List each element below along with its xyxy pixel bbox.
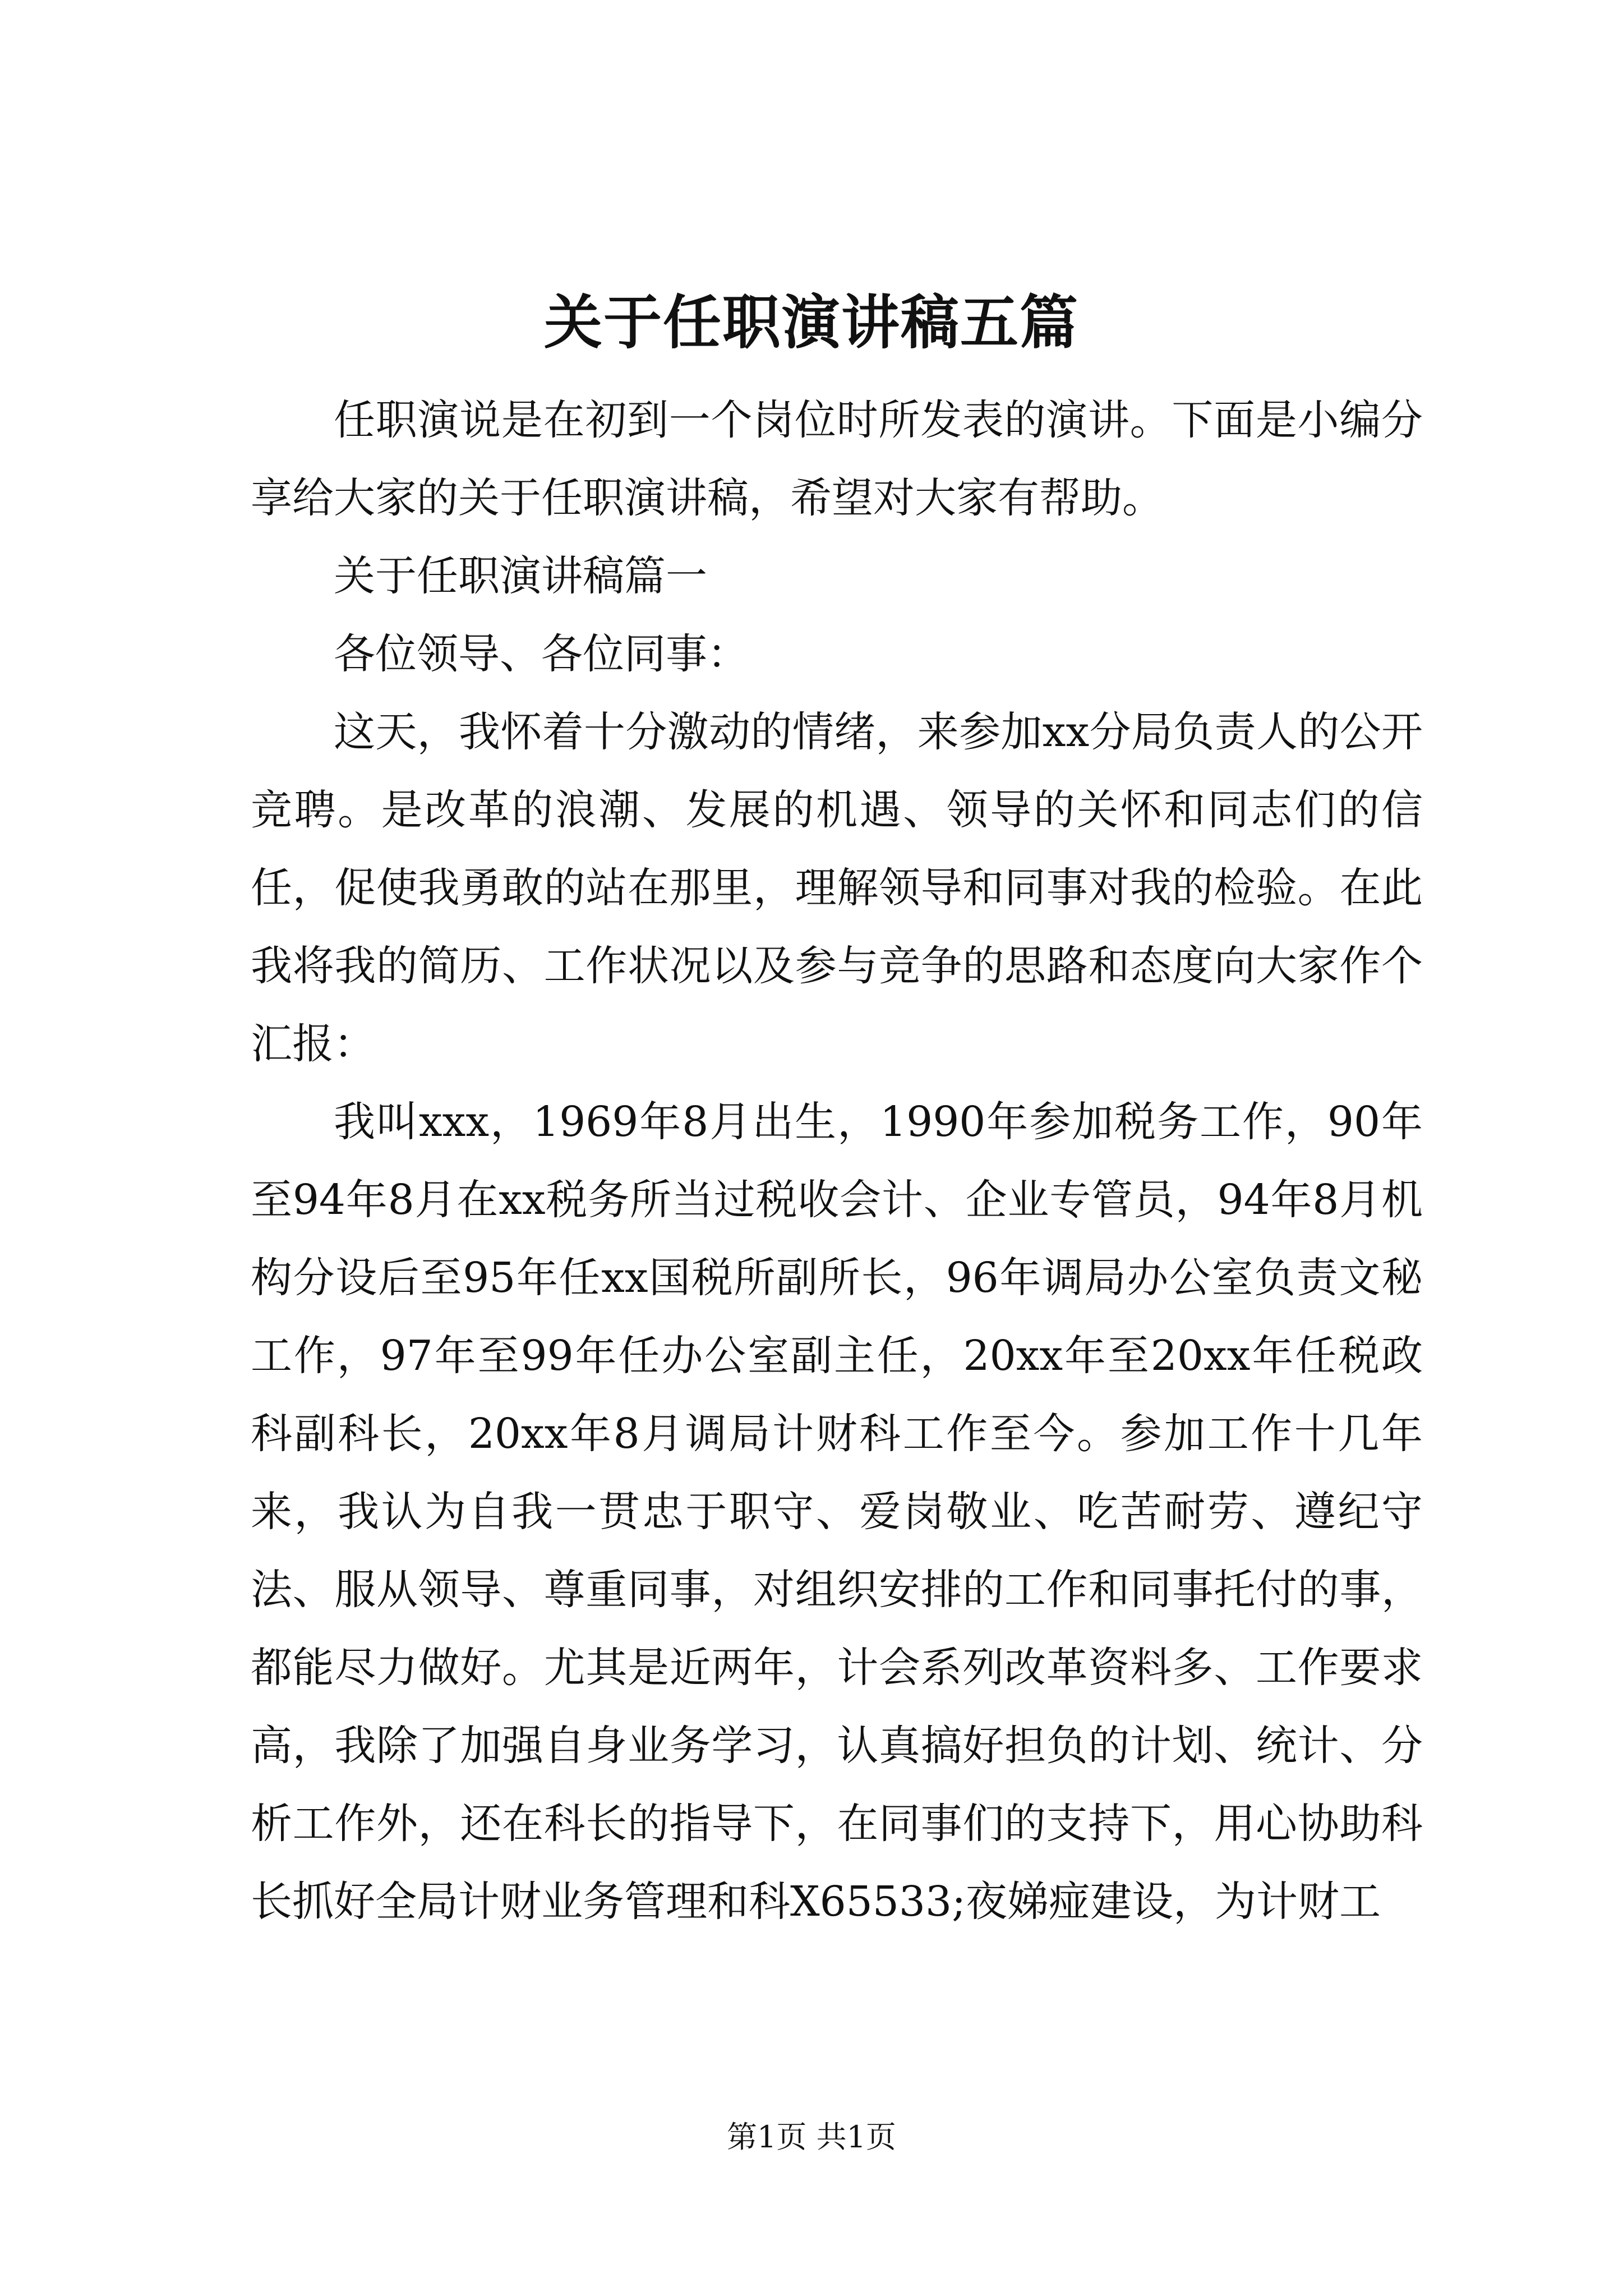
page-footer: 第1页 共1页 <box>727 2119 896 2155</box>
body-paragraph: 这天，我怀着十分激动的情绪，来参加xx分局负责人的公开竞聘。是改革的浪潮、发展的机遇、领导的关怀和同志们的信任，促使我勇敢的站在那里，理解领导和同事对我的检验。在此我将我的简历、工作状况以及参与竞争的思路和态度向大家作个汇报： <box>251 708 1423 1068</box>
document-body <box>251 381 1423 1941</box>
salutation: 各位领导、各位同事： <box>334 630 749 678</box>
body-paragraph: 我叫xxx，1969年8月出生，1990年参加税务工作，90年至94年8月在xx税务所当过税收会计、企业专管员，94年8月机构分设后至95年任xx国税所副所长，96年调局办公室负责文秘工作，97年至99年任办公室副主任，20xx年至20xx年任税政科副科长，20xx年8月调局计财科工作至今。参加工作十几年来，我认为自我一贯忠于职守、爱岗敬业、吃苦耐劳、遵纪守法、服从领导、尊重同事，对组织安排的工作和同事托付的事，都能尽力做好。尤其是近两年，计会系列改革资料多、工作要求高，我除了加强自身业务学习，认真搞好担负的计划、统计、分析工作外，还在科长的指导下，在同事们的支持下，用心协助科长抓好全局计财业务管理和科X65533;夜娣痖建设，为计财工 <box>251 1098 1423 1926</box>
document-title: 关于任职演讲稿五篇 <box>543 288 1079 357</box>
section-heading: 关于任职演讲稿篇一 <box>334 552 707 600</box>
intro-paragraph: 任职演说是在初到一个岗位时所发表的演讲。下面是小编分享给大家的关于任职演讲稿，希望对大家有帮助。 <box>251 396 1423 522</box>
